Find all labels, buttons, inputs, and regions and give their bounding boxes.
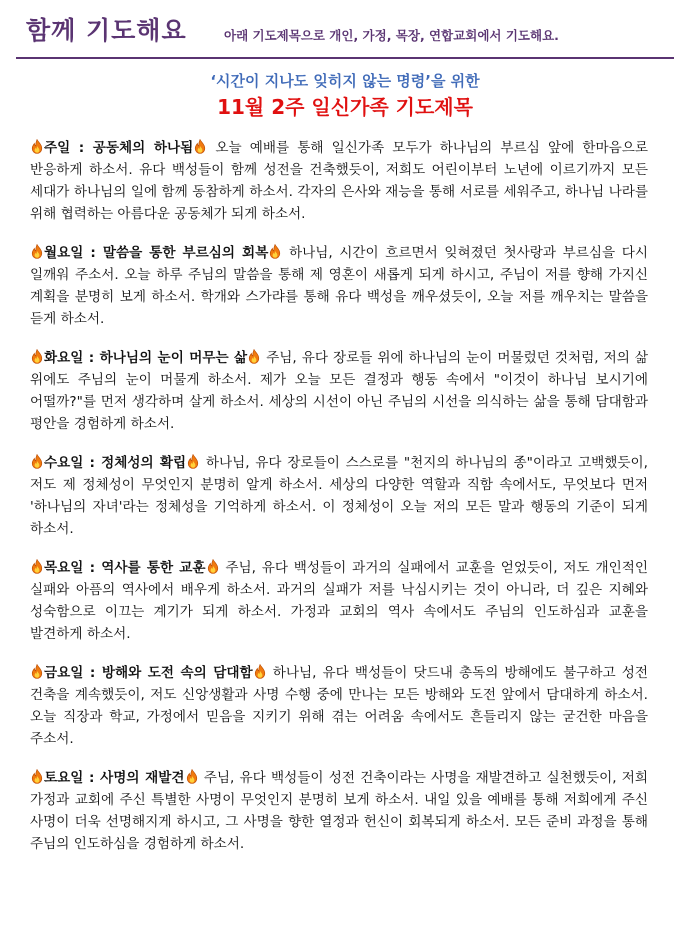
prayer-wednesday: [30, 452, 648, 540]
prayer-sunday: [30, 137, 648, 225]
prayer-label: 수요일 : 정체성의 확립: [44, 455, 187, 471]
prayer-label: 화요일 : 하나님의 눈이 머무는 삶: [44, 350, 248, 366]
prayer-text: 하나님, 유다 백성들이 닷드내 총독의 방해에도 불구하고 성전 건축을 계속했듯이, 저도 신앙생활과 사명 수행 중에 만나는 모든 방해와 도전 앞에서 담대하게 하소서. 오늘 직장과 학교, 가정에서 믿음을 지키기 위해 겪는 어려움 속에서도 흔들리지 않는 굳건한 마음을 주소서.: [30, 665, 648, 747]
fire-icon: [31, 349, 43, 364]
prayer-saturday: [30, 767, 648, 855]
prayer-friday: [30, 662, 648, 750]
header-tagline: 아래 기도제목으로 개인, 가정, 목장, 연합교회에서 기도해요.: [224, 28, 559, 43]
prayer-label: 토요일 : 사명의 재발견: [44, 770, 185, 786]
prayer-label: 월요일 : 말씀을 통한 부르심의 회복: [44, 245, 269, 261]
fire-icon: [194, 139, 206, 154]
fire-icon: [186, 769, 198, 784]
fire-icon: [31, 664, 43, 679]
prayer-text: 주님, 유다 백성들이 성전 건축이라는 사명을 재발견하고 실천했듯이, 저희 가정과 교회에 주신 특별한 사명이 무엇인지 분명히 보게 하소서. 내일 있을 예배를 통해 저희에게 주신 사명이 더욱 선명해지게 하시고, 그 사명을 향한 열정과 헌신이 회복되게 하소서. 모든 준비 과정을 통해 주님의 인도하심을 경험하게 하소서.: [30, 770, 648, 852]
fire-icon: [31, 244, 43, 259]
prayer-text: 주님, 유다 장로들 위에 하나님의 눈이 머물렀던 것처럼, 저의 삶 위에도 주님의 눈이 머물게 하소서. 제가 오늘 모든 결정과 행동 속에서 "이것이 하나님 보시기에 어떨까?"를 먼저 생각하며 살게 하소서. 세상의 시선이 아닌 주님의 시선을 의식하는 삶을 통해 담대함과 평안을 경험하게 하소서.: [30, 350, 648, 432]
page-subtitle: ‘시간이 지나도 잊히지 않는 명령’을 위한: [210, 72, 480, 90]
page-header: [0, 0, 690, 58]
fire-icon: [254, 664, 266, 679]
prayer-text: 오늘 예배를 통해 일신가족 모두가 하나님의 부르심 앞에 한마음으로 반응하게 하소서. 유다 백성들이 함께 성전을 건축했듯이, 저희도 어린이부터 노년에 이르기까지 모든 세대가 하나님의 일에 함께 동참하게 하소서. 각자의 은사와 재능을 통해 서로를 세워주고, 하나님 나라를 위해 협력하는 아름다운 공동체가 되게 하소서.: [30, 140, 648, 222]
fire-icon: [187, 454, 199, 469]
prayer-text: 주님, 유다 백성들이 과거의 실패에서 교훈을 얻었듯이, 저도 개인적인 실패와 아픔의 역사에서 배우게 하소서. 과거의 실패가 저를 낙심시키는 것이 아니라, 더 깊은 지혜와 성숙함으로 이끄는 계기가 되게 하소서. 가정과 교회의 역사 속에서도 주님의 인도하심과 교훈을 발견하게 하소서.: [30, 560, 648, 642]
fire-icon: [248, 349, 260, 364]
fire-icon: [207, 559, 219, 574]
fire-icon: [31, 769, 43, 784]
fire-icon: [269, 244, 281, 259]
fire-icon: [31, 139, 43, 154]
prayer-label: 목요일 : 역사를 통한 교훈: [44, 560, 206, 576]
prayer-thursday: [30, 557, 648, 645]
prayer-tuesday: [30, 347, 648, 435]
brand-title: 함께 기도해요: [26, 16, 187, 45]
prayer-label: 금요일 : 방해와 도전 속의 담대함: [44, 665, 253, 681]
prayer-text: 하나님, 유다 장로들이 스스로를 "천지의 하나님의 종"이라고 고백했듯이, 저도 제 정체성이 무엇인지 분명히 알게 하소서. 세상의 다양한 역할과 직함 속에서도, 무엇보다 먼저 '하나님의 자녀'라는 정체성을 기억하게 하소서. 이 정체성이 오늘 저의 모든 말과 행동의 기준이 되게 하소서.: [30, 455, 648, 537]
prayer-monday: [30, 242, 648, 330]
header-divider: [16, 57, 674, 59]
prayer-list: [30, 137, 648, 872]
page-title: 11월 2주 일신가족 기도제목: [217, 95, 473, 119]
fire-icon: [31, 454, 43, 469]
prayer-text: 하나님, 시간이 흐르면서 잊혀졌던 첫사랑과 부르심을 다시 일깨워 주소서. 오늘 하루 주님의 말씀을 통해 제 영혼이 새롭게 되게 하시고, 주님이 저를 향해 가지신 계획을 분명히 보게 하소서. 학개와 스가랴를 통해 유다 백성을 깨우셨듯이, 오늘 저를 깨우치는 말씀을 듣게 하소서.: [30, 245, 648, 327]
prayer-label: 주일 : 공동체의 하나됨: [44, 140, 194, 156]
fire-icon: [31, 559, 43, 574]
